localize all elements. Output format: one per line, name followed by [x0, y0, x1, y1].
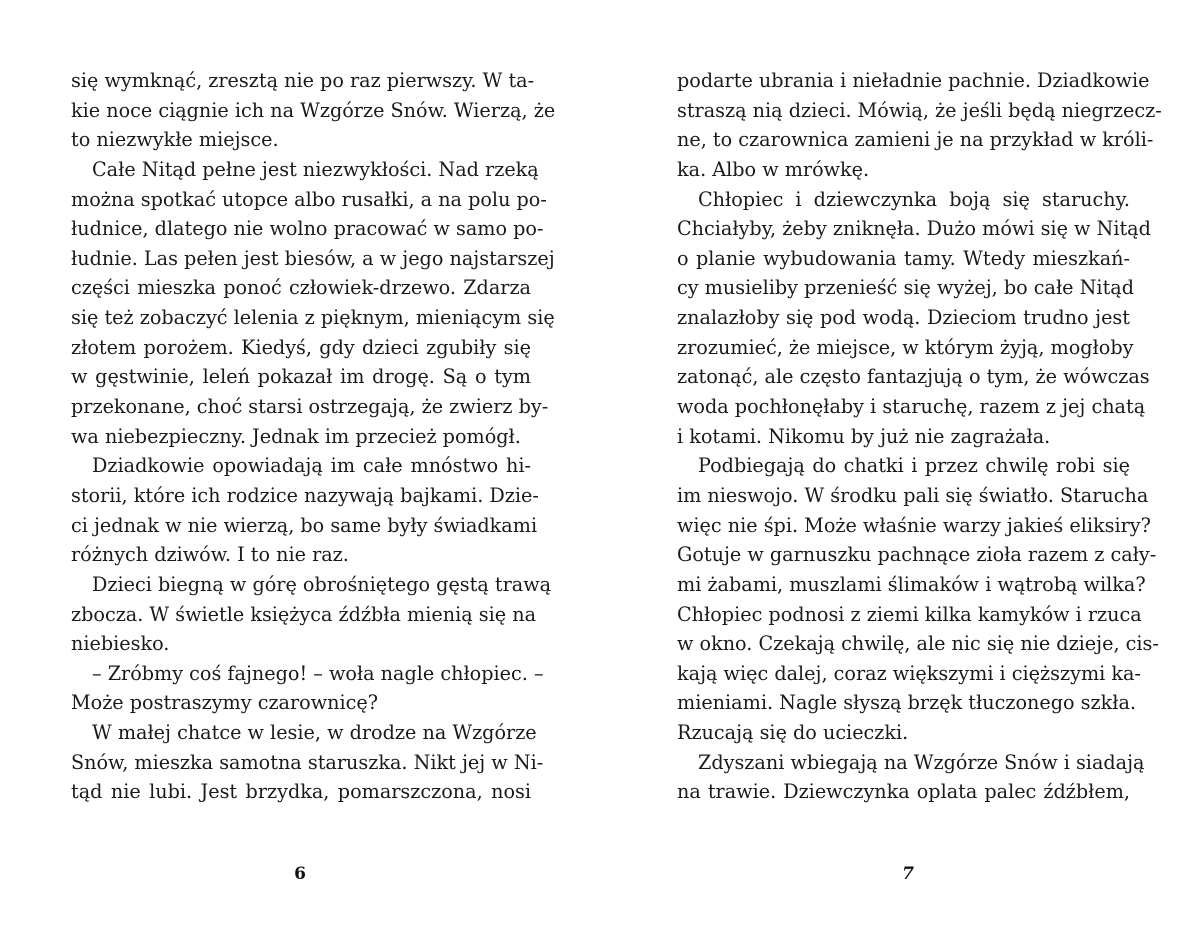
text-line: woda pochłonęłaby i staruchę, razem z jej chatą	[677, 395, 1146, 419]
text-line: zrozumieć, że miejsce, w którym żyją, mogłoby	[677, 335, 1134, 359]
text-line: znalazłoby się pod wodą. Dzieciom trudno jest	[677, 306, 1130, 330]
text-line: kają więc dalej, coraz większymi i cięższymi ka-	[677, 661, 1141, 685]
text-line: łudnice, dlatego nie wolno pracować w samo po-	[71, 217, 544, 241]
text-line: storii, które ich rodzice nazywają bajkami. Dzie-	[71, 483, 539, 507]
text-line: Chłopiec i dziewczynka boją się staruchy.	[698, 187, 1130, 211]
text-line: się też zobaczyć lelenia z pięknym, mieniącym się	[71, 306, 555, 330]
text-line: tąd nie lubi. Jest brzydka, pomarszczona, nosi	[71, 780, 531, 804]
text-line: można spotkać utopce albo rusałki, a na polu po-	[71, 187, 547, 211]
right-page	[600, 0, 1200, 928]
text-line: różnych dziwów. I to nie raz.	[71, 543, 349, 567]
text-line: Dzieci biegną w górę obrośniętego gęstą trawą	[92, 572, 552, 596]
text-line: na trawie. Dziewczynka oplata palec źdźbłem,	[677, 780, 1130, 804]
text-line: Gotuje w garnuszku pachnące zioła razem z cały-	[677, 543, 1157, 567]
text-line: podarte ubrania i nieładnie pachnie. Dziadkowie	[677, 69, 1150, 92]
text-line: zatonąć, ale często fantazjują o tym, że wówczas	[677, 365, 1150, 389]
text-line: więc nie śpi. Może właśnie warzy jakieś eliksiry?	[677, 513, 1151, 537]
text-line: to niezwykłe miejsce.	[71, 128, 279, 152]
text-line: części mieszka ponoć człowiek-drzewo. Zdarza	[71, 276, 531, 300]
text-line: – Zróbmy coś fajnego! – woła nagle chłopiec. –	[92, 661, 544, 685]
text-line: Może postraszymy czarownicę?	[71, 691, 379, 715]
text-line: ne, to czarownica zamieni je na przykład w króli-	[677, 128, 1154, 152]
right-page-text	[677, 66, 1162, 807]
text-line: kie noce ciągnie ich na Wzgórze Snów. Wierzą, że	[71, 98, 556, 122]
text-line: Całe Nitąd pełne jest niezwykłości. Nad rzeką	[92, 157, 539, 181]
text-line: ci jednak w nie wierzą, bo same były świadkami	[71, 513, 538, 537]
text-line: Dziadkowie opowiadają im całe mnóstwo hi-	[92, 454, 531, 478]
text-line: Zdyszani wbiegają na Wzgórze Snów i siadają	[698, 750, 1145, 774]
text-line: Podbiegają do chatki i przez chwilę robi się	[698, 454, 1130, 478]
text-line: W małej chatce w lesie, w drodze na Wzgórze	[92, 721, 537, 745]
text-line: łudnie. Las pełen jest biesów, a w jego najstarszej	[71, 246, 555, 270]
text-line: straszą nią dzieci. Mówią, że jeśli będą niegrzecz-	[677, 98, 1162, 122]
text-line: w gęstwinie, leleń pokazał im drogę. Są o tym	[71, 365, 531, 389]
text-line: Chłopiec podnosi z ziemi kilka kamyków i rzuca	[677, 602, 1142, 626]
text-line: i kotami. Nikomu by już nie zagrażała.	[677, 424, 1051, 448]
text-line: w okno. Czekają chwilę, ale nic się nie dzieje, cis-	[677, 632, 1159, 656]
text-line: wa niebezpieczny. Jednak im przecież pomógł.	[71, 424, 521, 448]
text-line: Rzucają się do ucieczki.	[677, 721, 909, 745]
page-number-right: 7	[902, 864, 914, 884]
text-line: cy musieliby przenieść się wyżej, bo całe Nitąd	[677, 276, 1134, 300]
text-line: się wymknąć, zresztą nie po raz pierwszy. W ta-	[71, 69, 535, 92]
text-line: mi żabami, muszlami ślimaków i wątrobą wilka?	[677, 572, 1146, 596]
text-line: złotem porożem. Kiedyś, gdy dzieci zgubiły się	[71, 335, 531, 359]
text-line: im nieswojo. W środku pali się światło. Starucha	[677, 483, 1149, 507]
text-line: przekonane, choć starsi ostrzegają, że zwierz by-	[71, 395, 549, 419]
text-line: zbocza. W świetle księżyca źdźbła mienią się na	[71, 602, 537, 626]
text-line: mieniami. Nagle słyszą brzęk tłuczonego szkła.	[677, 691, 1136, 715]
text-line: o planie wybudowania tamy. Wtedy mieszkań-	[677, 246, 1130, 270]
left-page-text	[71, 66, 556, 807]
text-line: ka. Albo w mrówkę.	[677, 157, 870, 181]
text-line: Chciałyby, żeby zniknęła. Dużo mówi się w Nitąd	[677, 217, 1151, 241]
text-line: Snów, mieszka samotna staruszka. Nikt jej w Ni-	[71, 750, 544, 774]
page-number-left: 6	[294, 864, 306, 884]
text-line: niebiesko.	[71, 632, 170, 656]
